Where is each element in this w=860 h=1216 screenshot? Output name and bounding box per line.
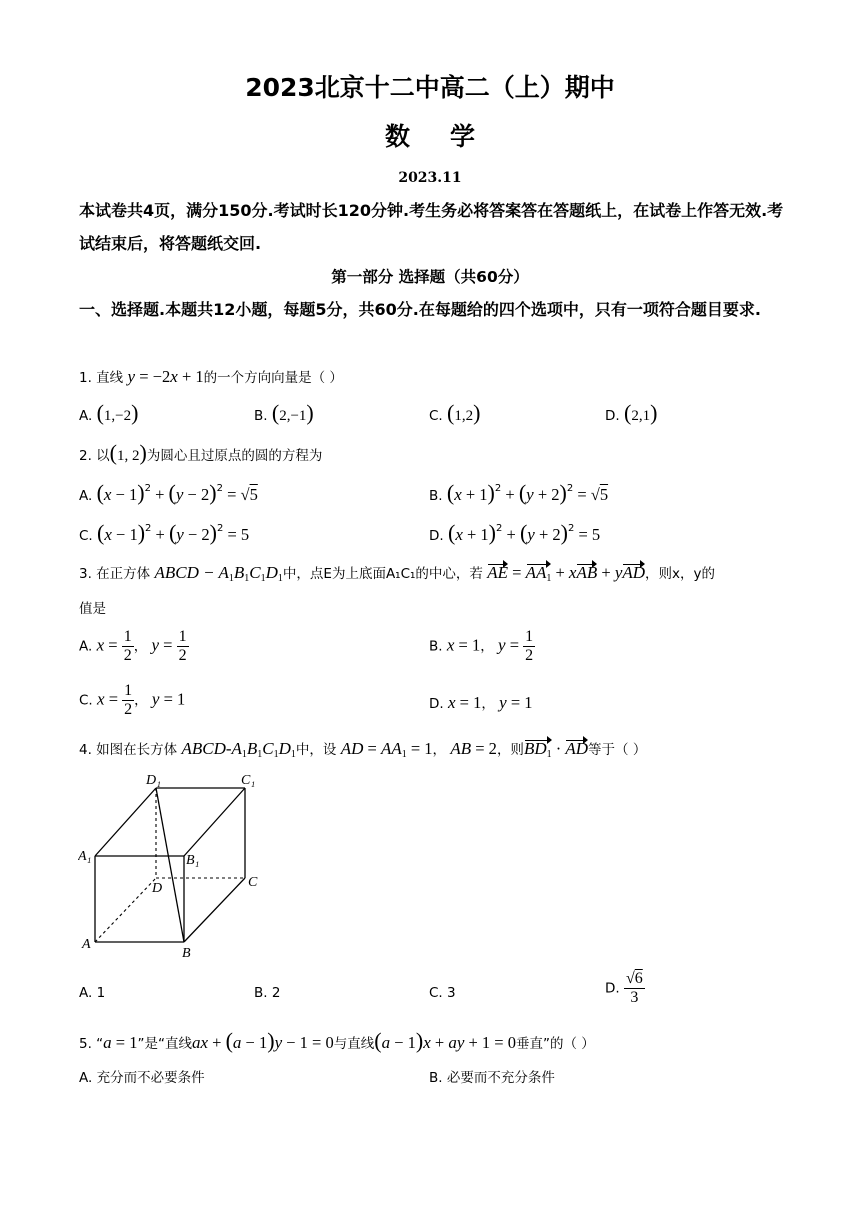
option-letter: B. [429,638,443,655]
question-5-option-a[interactable]: A. 充分而不必要条件 [79,1070,205,1086]
vertex-label-b: B [182,946,191,960]
vertex-label-d1: D₁ [146,773,161,788]
question-1-option-a[interactable]: A. (1,−2) [79,400,139,425]
page-title: 2023北京十二中高二（上）期中 [245,73,615,102]
question-2-option-a[interactable]: A. $(x - 1)^2 + (y - 2)^2 = √5$ [79,480,258,505]
question-2-option-d[interactable]: D. $(x + 1)^2 + (y + 2)^2 = 5$ [429,520,601,545]
question-1-stem [79,366,343,387]
question-3-tail: ，则x，y的 [645,566,716,582]
question-4-tail: 等于（ ） [588,742,647,758]
question-3-stem-line2: 值是 [79,601,106,617]
question-3-option-d[interactable]: D. x = 1， y = 1 [429,693,533,712]
question-5-mid2: 与直线 [333,1036,375,1052]
option-letter: A. [79,408,93,424]
question-5-mid: ”是“直线 [137,1036,192,1052]
option-letter: C. [79,692,93,709]
question-2-tail: 为圆心且过原点的圆的方程为 [146,448,323,464]
question-4-option-d[interactable]: D. $\frac{√6}{3}$ [605,970,643,1006]
question-5-stem: 5. “a = 1”是“直线ax + (a − 1)y − 1 = 0与直线(a − 1)x + ay + 1 = 0垂直”的（ ） [79,1028,595,1053]
question-5-label: 5. “ [79,1036,104,1052]
question-1-option-d[interactable]: D. (2,1) [605,400,658,425]
question-4-mid: 中，设 [295,742,337,758]
question-3-option-b[interactable]: B. x = 1， y = $\frac{1}{2}$ [429,628,534,664]
intro-paragraph: 本试卷共4页，满分150分.考试时长120分钟.考生务必将答案答在答题纸上，在试卷上作答无效.考试结束后，将答题纸交回. [79,201,784,253]
question-2-stem: 2. 以(1, 2)为圆心且过原点的圆的方程为 [79,440,323,465]
option-letter: C. [79,528,93,544]
option-value: 2,−1 [279,408,307,424]
option-value: 1,2 [454,408,474,424]
question-4-label: 4. 如图在长方体 [79,742,178,758]
option-value: 2,1 [631,408,651,424]
vertex-label-b1: B₁ [186,853,200,868]
exam-date: 2023.11 [398,170,462,186]
option-letter: D. [605,980,620,997]
option-letter: B. [254,408,268,424]
vertex-label-a1: A₁ [78,849,92,864]
cuboid-figure [78,770,268,960]
question-3-option-a[interactable]: A. x = $\frac{1}{2}$ ， y = $\frac{1}{2}$ [79,628,187,664]
option-value: 1,−2 [103,408,132,424]
question-4-option-a[interactable]: A. 1 [79,985,106,1001]
question-1-option-b[interactable]: B. (2,−1) [254,400,314,425]
vertex-label-a: A [82,937,91,952]
question-1-tail: 的一个方向向量是（ ） [203,370,343,386]
option-letter: C. [429,408,443,424]
question-4-stem: 4. 如图在长方体 ABCD-$A_1B_1C_1D_1$中，设 AD = $AA_1 = 1$， AB = 2，则$BD_1$ · AD等于（ ） [79,739,647,760]
question-1-formula: y = −2x + 1 [127,367,204,386]
question-4-option-c[interactable]: C. 3 [429,985,456,1001]
vertex-label-c1: C₁ [241,773,256,788]
option-letter: D. [605,408,620,424]
question-3-option-c[interactable]: C. x = $\frac{1}{2}$ ， y = 1 [79,682,186,718]
vertex-label-c: C [248,875,258,890]
question-3-label: 3. 在正方体 [79,566,151,582]
section-heading: 第一部分 选择题（共60分） [331,268,529,286]
option-letter: A. [79,488,93,504]
question-4-option-b[interactable]: B. 2 [254,985,281,1001]
option-letter: D. [429,696,444,712]
question-2-label: 2. 以 [79,448,110,464]
part-heading: 一、选择题.本题共12小题，每题5分，共60分.在每题给的四个选项中，只有一项符合题目要求. [79,300,761,319]
question-5-tail: 垂直”的（ ） [515,1036,595,1052]
option-letter: A. [79,638,93,655]
option-letter: D. [429,528,444,544]
vertex-label-d: D [152,881,163,896]
question-2-option-c[interactable]: C. $(x - 1)^2 + (y - 2)^2 = 5$ [79,520,250,545]
question-1-label: 1. 直线 [79,370,124,386]
question-1-option-c[interactable]: C. (1,2) [429,400,481,425]
question-3-mid: 中，点E为上底面A₁C₁的中心，若 [282,566,483,582]
question-3-stem: 3. 在正方体 ABCD − $A_1B_1C_1D_1$中，点E为上底面A₁C₁的中心，若 AE = $AA_1$ + xAB + yAD，则x，y的 [79,563,716,584]
question-5-option-b[interactable]: B. 必要而不充分条件 [429,1070,555,1086]
option-letter: B. [429,488,443,504]
subject-heading: 数学 [384,122,515,151]
question-2-option-b[interactable]: B. $(x + 1)^2 + (y + 2)^2 = √5$ [429,480,609,505]
